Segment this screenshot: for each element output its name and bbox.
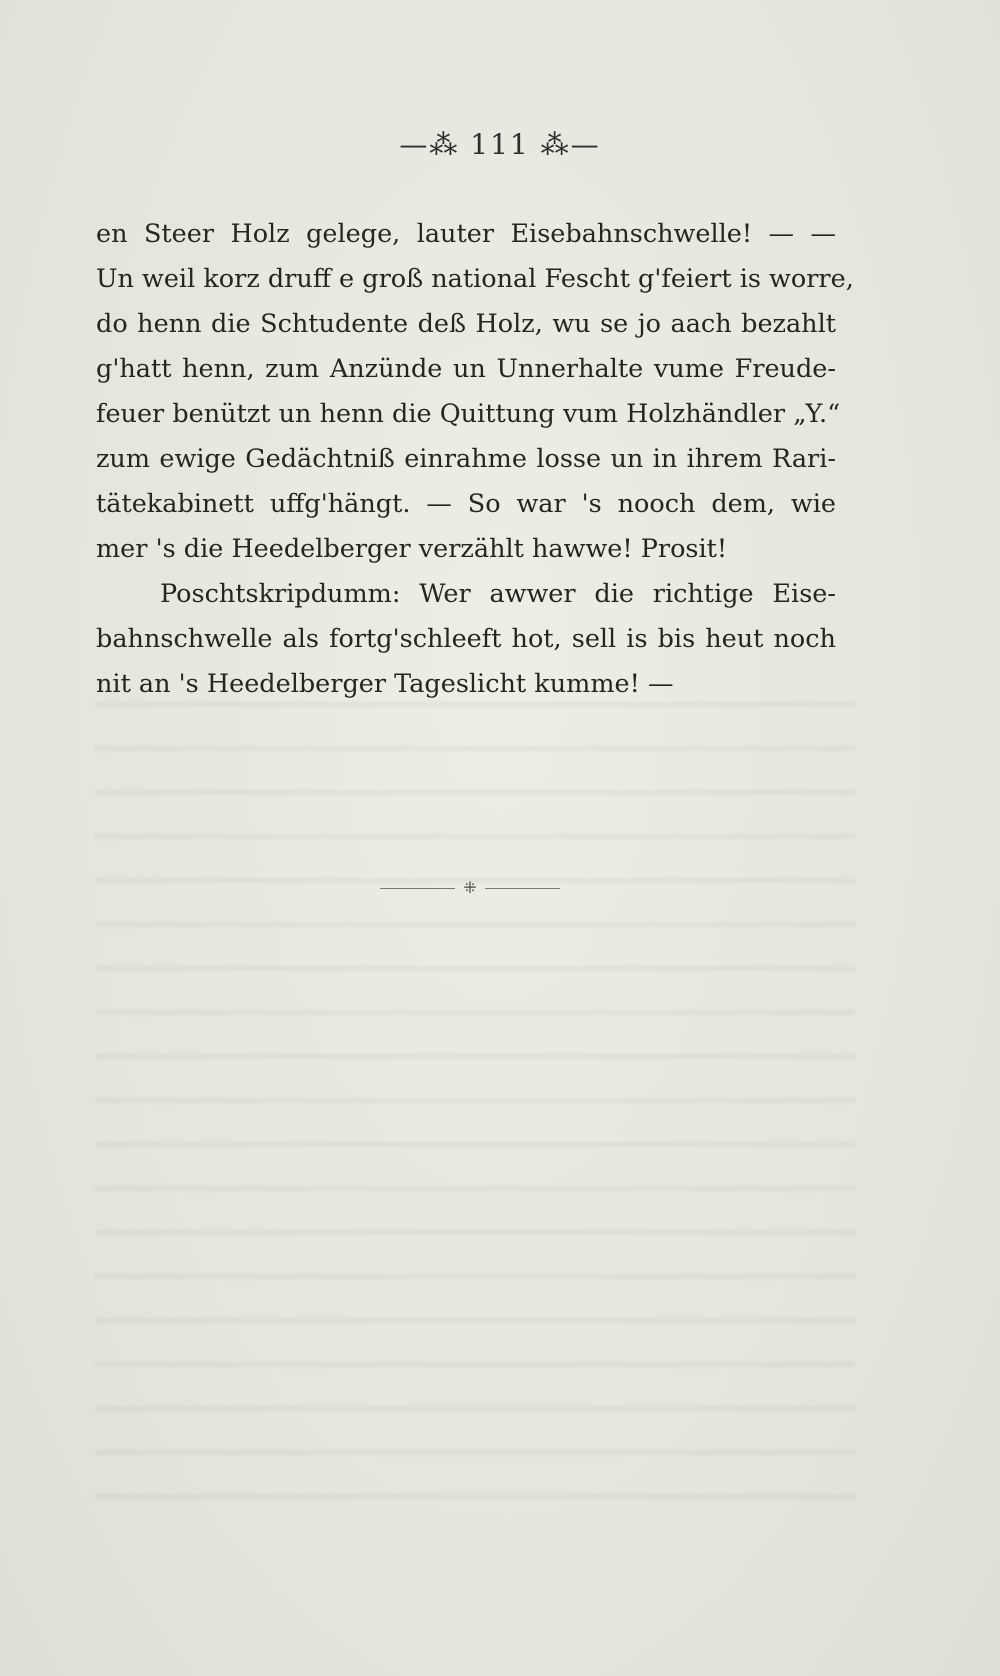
text-line: tätekabinett uffg'hängt. — So war 's nooch dem, wie xyxy=(96,489,836,519)
text-line: feuer benützt un henn die Quittung vum Holzhändler „Y.“ xyxy=(96,399,841,429)
text-line: nit an 's Heedelberger Tageslicht kumme! — xyxy=(96,669,674,699)
paragraph-1 xyxy=(96,212,854,572)
text-line: zum ewige Gedächtniß einrahme losse un in ihrem Rari- xyxy=(96,444,836,474)
section-ornament xyxy=(380,878,560,898)
text-line: Poschtskripdumm: Wer awwer die richtige Eise- xyxy=(160,579,836,609)
text-line: g'hatt henn, zum Anzünde un Unnerhalte vume Freude- xyxy=(96,354,836,384)
page-header: —⁂ 111 ⁂— xyxy=(399,128,601,161)
text-line: bahnschwelle als fortg'schleeft hot, sell is bis heut noch xyxy=(96,624,836,654)
text-line: en Steer Holz gelege, lauter Eisebahnschwelle! — — xyxy=(96,219,836,249)
paragraph-2 xyxy=(96,572,836,707)
page-body xyxy=(96,212,854,707)
ornament-icon: ⁜ xyxy=(463,878,477,897)
ornament-rule-left xyxy=(380,888,455,889)
text-line: Un weil korz druff e groß national Fescht g'feiert is worre, xyxy=(96,264,854,294)
ornament-rule-right xyxy=(485,888,560,889)
text-line: do henn die Schtudente deß Holz, wu se jo aach bezahlt xyxy=(96,309,836,339)
text-line: mer 's die Heedelberger verzählt hawwe! Prosit! xyxy=(96,534,728,564)
bleed-through-shadow xyxy=(95,680,855,1500)
